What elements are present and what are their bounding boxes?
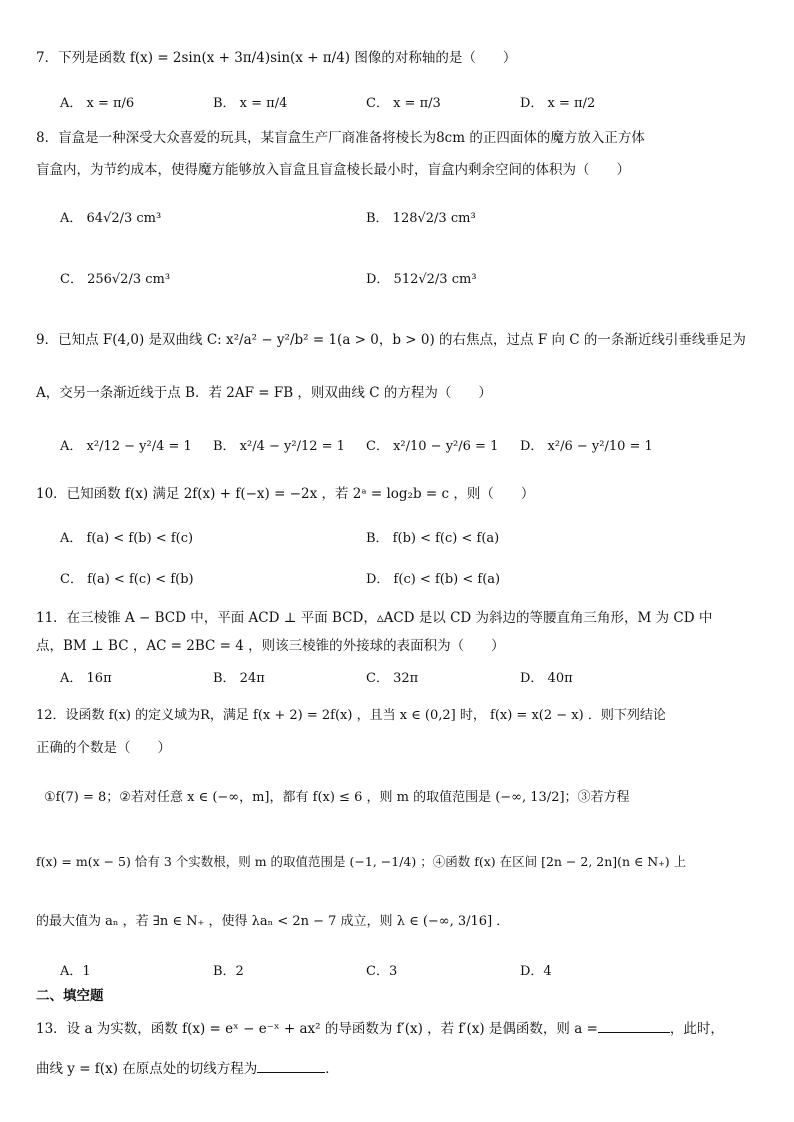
q13-text-part2: ，此时， — [669, 1021, 724, 1037]
q13-text-part4: ． — [325, 1061, 339, 1077]
q7-option-b: B． x = π/4 — [213, 96, 288, 111]
q12-option-a: A．1 — [60, 964, 91, 979]
q8-option-d: D． 512√2/3 cm³ — [366, 272, 477, 287]
q11-option-b: B． 24π — [213, 671, 265, 686]
q9-option-b: B． x²/4 − y²/12 = 1 — [213, 439, 345, 454]
section-title-fill-in: 二、填空题 — [36, 988, 104, 1004]
question-13-line1 — [36, 1018, 724, 1039]
q13-text-part1: 13．设 a 为实数，函数 f(x) = eˣ − e⁻ˣ + ax² 的导函数为 f′(x) ，若 f′(x) 是偶函数，则 a = — [36, 1021, 598, 1037]
q11-option-d: D． 40π — [520, 671, 573, 686]
q8-option-a: A． 64√2/3 cm³ — [60, 211, 162, 226]
question-8-stem-line1: 8．盲盒是一种深受大众喜爱的玩具，某盲盒生产厂商准备将棱长为8cm 的正四面体的魔方放入正方体 — [36, 130, 645, 146]
question-12-statement-3-4: f(x) = m(x − 5) 恰有 3 个实数根，则 m 的取值范围是 (−1, −1/4) ；④函数 f(x) 在区间 [2n − 2, 2n](n ∈ N₊) 上 — [36, 854, 687, 869]
q10-option-a: A． f(a) < f(b) < f(c) — [60, 531, 194, 546]
question-9-stem-line2: A，交另一条渐近线于点 B．若 2AF = FB ，则双曲线 C 的方程为（ ） — [36, 385, 492, 401]
q8-option-c: C． 256√2/3 cm³ — [60, 272, 171, 287]
q10-option-d: D． f(c) < f(b) < f(a) — [366, 572, 501, 587]
q10-option-c: C． f(a) < f(c) < f(b) — [60, 572, 194, 587]
question-7-stem: 7．下列是函数 f(x) = 2sin(x + 3π/4)sin(x + π/4) 图像的对称轴的是（ ） — [36, 50, 517, 66]
q9-option-a: A． x²/12 − y²/4 = 1 — [60, 439, 192, 454]
q12-option-b: B．2 — [213, 964, 244, 979]
question-11-stem-line2: 点，BM ⊥ BC ，AC = 2BC = 4 ，则该三棱锥的外接球的表面积为（ ） — [36, 638, 505, 654]
q11-option-c: C． 32π — [366, 671, 419, 686]
q7-option-a: A． x = π/6 — [60, 96, 135, 111]
q8-option-b: B． 128√2/3 cm³ — [366, 211, 476, 226]
q7-option-d: D． x = π/2 — [520, 96, 596, 111]
q10-option-b: B． f(b) < f(c) < f(a) — [366, 531, 500, 546]
q9-option-d: D． x²/6 − y²/10 = 1 — [520, 439, 653, 454]
q12-option-c: C．3 — [366, 964, 398, 979]
question-12-stem-line2: 正确的个数是（ ） — [36, 740, 171, 756]
q13-answer-blank-a[interactable] — [598, 1018, 670, 1033]
question-10-stem: 10．已知函数 f(x) 满足 2f(x) + f(−x) = −2x ，若 2ᵃ = log₂b = c ，则（ ） — [36, 486, 535, 502]
q13-answer-blank-tangent[interactable] — [257, 1058, 325, 1073]
question-8-stem-line2: 盲盒内，为节约成本，使得魔方能够放入盲盒且盲盒棱长最小时，盲盒内剩余空间的体积为（ ） — [36, 162, 630, 178]
question-12-statement-4-end: 的最大值为 aₙ ，若 ∃n ∈ N₊ ，使得 λaₙ < 2n − 7 成立，则 λ ∈ (−∞, 3/16] ． — [36, 914, 510, 929]
q11-option-a: A． 16π — [60, 671, 112, 686]
q13-text-part3: 曲线 y = f(x) 在原点处的切线方程为 — [36, 1061, 258, 1077]
q7-option-c: C． x = π/3 — [366, 96, 441, 111]
q12-option-d: D．4 — [520, 964, 552, 979]
question-12-stem-line1: 12．设函数 f(x) 的定义域为R，满足 f(x + 2) = 2f(x) ，且当 x ∈ (0,2] 时， f(x) = x(2 − x) ．则下列结论 — [36, 708, 666, 723]
question-11-stem-line1: 11．在三棱锥 A − BCD 中，平面 ACD ⊥ 平面 BCD，▵ACD 是以 CD 为斜边的等腰直角三角形，M 为 CD 中 — [36, 610, 713, 626]
question-9-stem-line1: 9．已知点 F(4,0) 是双曲线 C: x²/a² − y²/b² = 1(a > 0，b > 0) 的右焦点，过点 F 向 C 的一条渐近线引垂线垂足为 — [36, 332, 746, 348]
q9-option-c: C． x²/10 − y²/6 = 1 — [366, 439, 499, 454]
question-13-line2 — [36, 1058, 339, 1079]
question-12-statement-1-3: ①f(7) = 8；②若对任意 x ∈ (−∞，m]，都有 f(x) ≤ 6 ，则 m 的取值范围是 (−∞, 13/2]；③若方程 — [44, 790, 630, 805]
